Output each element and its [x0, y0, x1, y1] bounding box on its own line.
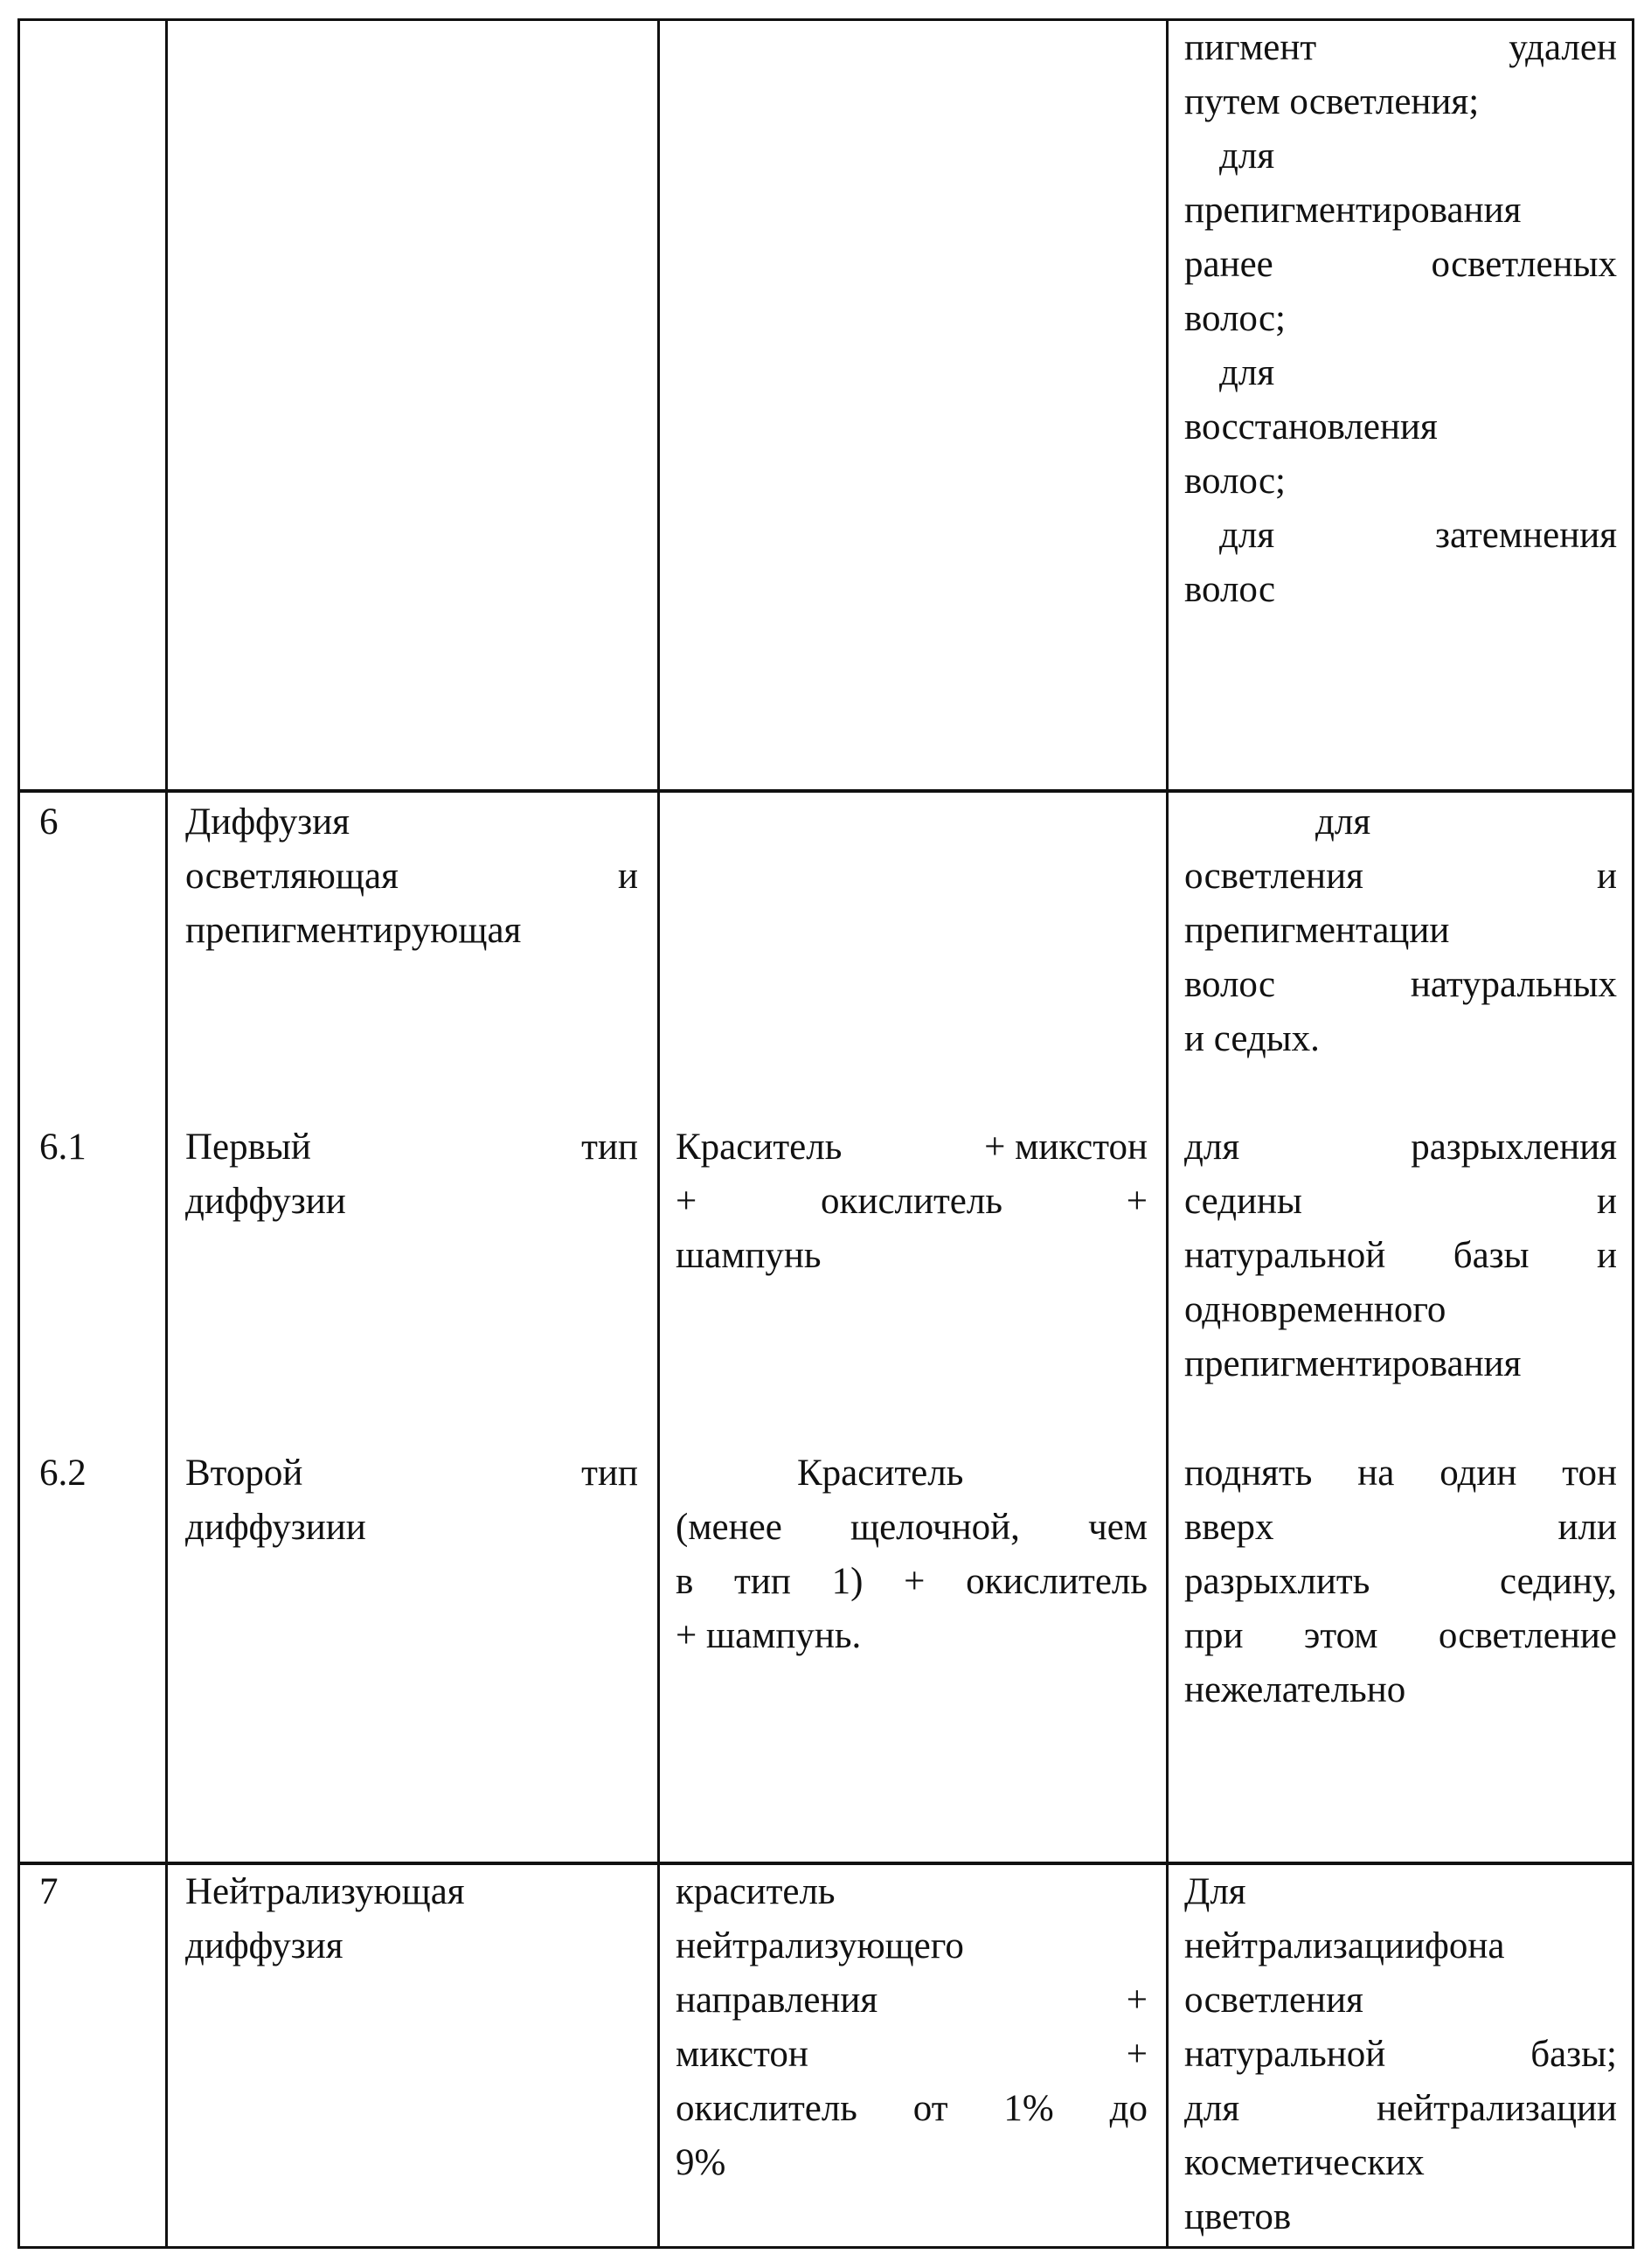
purpose-line: седины и: [1184, 1181, 1617, 1222]
composition-line: шампунь: [676, 1235, 822, 1276]
composition-line: микстон +: [676, 2034, 1148, 2075]
purpose-line: осветления и: [1184, 856, 1617, 897]
purpose-line: цветов: [1184, 2196, 1292, 2237]
name-line: осветляющая и: [185, 856, 638, 897]
purpose-line: волос натуральных: [1184, 964, 1617, 1005]
purpose-line: волос: [1184, 569, 1276, 610]
purpose-line: волос;: [1184, 461, 1287, 502]
composition-line: краситель: [676, 1871, 836, 1912]
name-line: препигментирующая: [185, 910, 522, 951]
purpose-line: косметических: [1184, 2142, 1425, 2183]
column-divider-2: [657, 21, 660, 2246]
purpose-line: препигментирования: [1184, 190, 1522, 231]
purpose-line: натуральной базы;: [1184, 2034, 1617, 2075]
purpose-line: нейтрализациифона: [1184, 1925, 1505, 1966]
purpose-line: осветления: [1184, 1980, 1363, 2021]
row-number: 6.2: [39, 1453, 87, 1494]
column-divider-3: [1166, 21, 1169, 2246]
composition-line: нейтрализующего: [676, 1925, 964, 1966]
name-line: Первый тип: [185, 1127, 638, 1168]
purpose-line: при этом осветление: [1184, 1615, 1617, 1656]
purpose-line: волос;: [1184, 298, 1287, 339]
purpose-line: препигментирования: [1184, 1343, 1522, 1384]
row-number: 6.1: [39, 1127, 87, 1168]
row-divider-6: [20, 789, 1632, 793]
purpose-line: пигмент удален: [1184, 27, 1617, 68]
composition-line: Краситель: [797, 1453, 964, 1494]
composition-line: 9%: [676, 2142, 726, 2183]
name-line: Диффузия: [185, 801, 350, 843]
name-line: Второй тип: [185, 1453, 638, 1494]
composition-line: (менее щелочной, чем: [676, 1507, 1148, 1548]
purpose-line: одновременного: [1184, 1289, 1446, 1330]
purpose-line: вверх или: [1184, 1507, 1617, 1548]
composition-line: в тип 1) + окислитель: [676, 1561, 1148, 1602]
purpose-line: натуральной базы и: [1184, 1235, 1617, 1276]
purpose-line: для: [1219, 135, 1275, 177]
composition-line: + окислитель +: [676, 1181, 1148, 1222]
row-number: 6: [39, 801, 59, 843]
purpose-line: для: [1219, 352, 1275, 393]
purpose-line: поднять на один тон: [1184, 1453, 1617, 1494]
composition-line: + шампунь.: [676, 1615, 862, 1656]
purpose-line: нежелательно: [1184, 1669, 1406, 1710]
row-number: 7: [39, 1871, 59, 1912]
purpose-line: для: [1315, 801, 1371, 843]
name-line: диффузия: [185, 1925, 343, 1966]
purpose-line: разрыхлить седину,: [1184, 1561, 1617, 1602]
name-line: диффузиии: [185, 1507, 366, 1548]
purpose-line: для разрыхления: [1184, 1127, 1617, 1168]
purpose-line: и седых.: [1184, 1018, 1320, 1059]
purpose-line: для затемнения: [1219, 515, 1617, 556]
purpose-line: Для: [1184, 1871, 1246, 1912]
purpose-line: препигментации: [1184, 910, 1450, 951]
column-divider-1: [165, 21, 168, 2246]
composition-line: направления +: [676, 1980, 1148, 2021]
purpose-line: путем осветления;: [1184, 81, 1480, 122]
name-line: диффузии: [185, 1181, 346, 1222]
composition-line: Краситель + микстон: [676, 1127, 1148, 1168]
purpose-line: восстановления: [1184, 406, 1438, 447]
purpose-line: ранее осветленых: [1184, 244, 1617, 285]
name-line: Нейтрализующая: [185, 1871, 465, 1912]
purpose-line: для нейтрализации: [1184, 2088, 1617, 2129]
composition-line: окислитель от 1% до: [676, 2088, 1148, 2129]
